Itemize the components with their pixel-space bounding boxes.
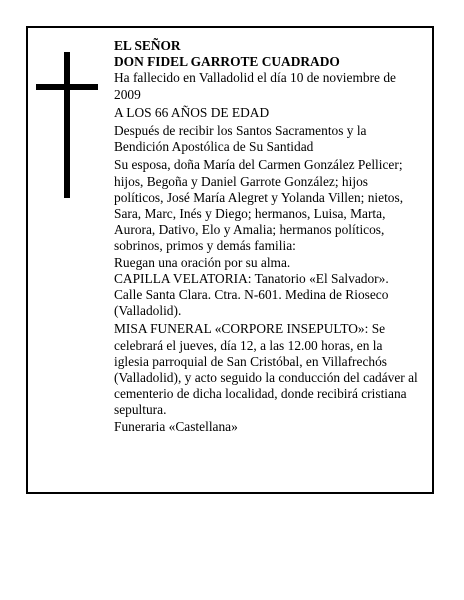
death-info: Ha fallecido en Valladolid el día 10 de noviembre de 2009: [114, 70, 396, 102]
cross-horizontal-bar: [36, 84, 98, 90]
obituary-text: [114, 38, 419, 435]
cross-vertical-bar: [64, 52, 70, 198]
cross-icon: [36, 52, 98, 198]
funeral-mass-info: MISA FUNERAL «CORPORE INSEPULTO»: Se celebrará el jueves, día 12, a las 12.00 horas, en la iglesia parroquial de San Cristóbal, en Villafrechós (Valladolid), y acto seguido la conducción del cadáver al cementerio de dicha localidad, donde recibirá cristiana sepultura.: [114, 321, 418, 418]
sacraments-line: Después de recibir los Santos Sacramentos y la Bendición Apostólica de Su Santidad: [114, 123, 367, 155]
family-paragraph: Su esposa, doña María del Carmen González Pellicer; hijos, Begoña y Daniel Garrote González; hijos políticos, José María Alegret y Yolanda Villen; nietos, Sara, Marc, Inés y Diego; hermanos, Luisa, Marta, Aurora, Dativo, Elo y Amalia; hermanos políticos, sobrinos, primos y demás familia:: [114, 157, 404, 254]
age-line: A LOS 66 AÑOS DE EDAD: [114, 104, 270, 120]
title-line-1: EL SEÑOR: [114, 38, 181, 53]
chapel-info: CAPILLA VELATORIA: Tanatorio «El Salvador». Calle Santa Clara. Ctra. N-601. Medina de Rioseco (Valladolid).: [114, 270, 389, 319]
prayer-request: Ruegan una oración por su alma.: [114, 254, 291, 270]
funeral-home: Funeraria «Castellana»: [114, 418, 238, 434]
deceased-name: DON FIDEL GARROTE CUADRADO: [114, 54, 340, 70]
